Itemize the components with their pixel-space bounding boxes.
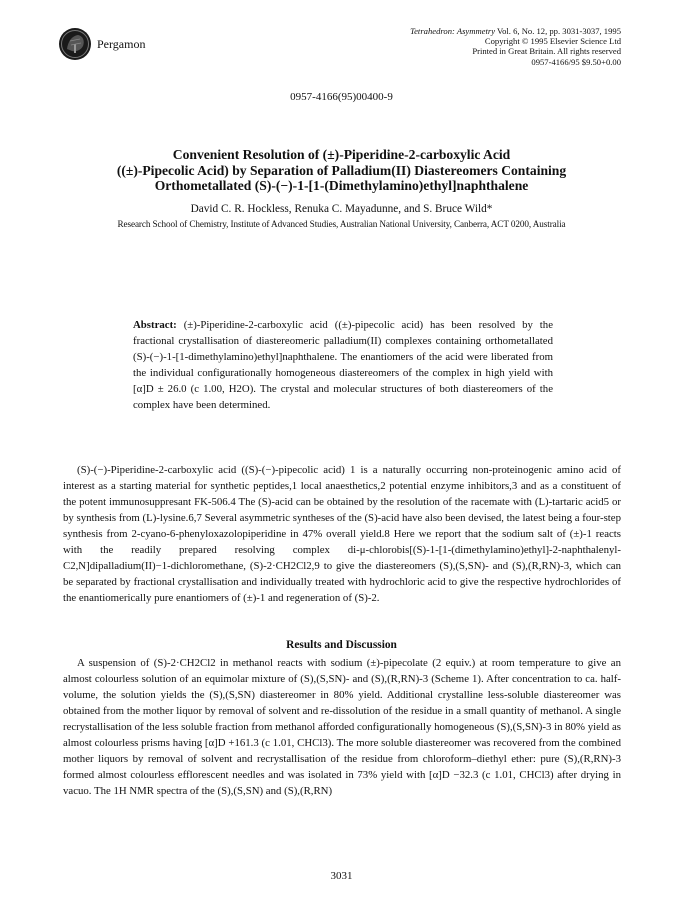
results-paragraph — [63, 655, 621, 799]
publisher-name: Pergamon — [97, 37, 146, 51]
intro-paragraph — [63, 462, 621, 606]
elsevier-tree-logo-icon — [58, 27, 92, 61]
doi: 0957-4166(95)00400-9 — [290, 91, 393, 103]
price-line: 0957-4166/95 $9.50+0.00 — [531, 56, 621, 67]
page-number: 3031 — [330, 870, 353, 882]
abstract-text: (±)-Piperidine-2-carboxylic acid ((±)-pipecolic acid) has been resolved by the fractional crystallisation of diastereomeric palladium(II) complexes containing orthometallated (S)-(−)-1-[1-dimethylamino)ethyl]naphthalene. The enantiomers of the acid were liberated from the individual configurationally homogeneous diastereomers of the complex in high yield with [α]D ± 26.0 (c 1.00, H2O). The crystal and molecular structures of both diastereomers of the complex have been determined. — [133, 319, 553, 411]
abstract-label: Abstract: — [133, 319, 177, 331]
paper-title — [40, 147, 643, 194]
affiliation: Research School of Chemistry, Institute of Advanced Studies, Australian National University, Canberra, ACT 0200, Australia — [117, 219, 566, 229]
journal-name: Tetrahedron: Asymmetry — [410, 26, 496, 36]
intro-text: (S)-(−)-Piperidine-2-carboxylic acid ((S)-(−)-pipecolic acid) 1 is a naturally occurring non-proteinogenic amino acid of interest as a starting material for synthetic peptides,1 local anaesthetics,2 potential enzyme inhibitors,3 and as a constituent of the potent immunosuppresant FK-506.4 The (S)-acid can be obtained by the resolution of the racemate with (L)-tartaric acid5 or by synthesis from (L)-lysine.6,7 Several asymmetric syntheses of the (S)-acid have also been devised, the latest being a four-step synthesis from 2-cyano-6-phenyloxazolopiperidine in 47% overall yield.8 Here we report that the sodium salt of (±)-1 reacts with the readily prepared resolving complex di-μ-chlorobis[(S)-1-[1-(dimethylamino)ethyl]-2-naphthalenyl-C2,N]dipalladium(II)−1-dichloromethane, (S)-2·CH2Cl2,9 to give the diastereomers (S),(S,SN)- and (S),(R,RN)-3, which can be separated by fractional crystallisation and individually treated with hydrochloric acid to give the respective hydrochlorides of the enantiomerically pure enantiomers of (±)-1 and regeneration of (S)-2. — [63, 464, 621, 604]
title-line-3: Orthometallated (S)-(−)-1-[1-(Dimethylamino)ethyl]naphthalene — [154, 178, 529, 194]
journal-issue: Vol. 6, No. 12, pp. 3031-3037, 1995 — [495, 26, 621, 36]
title-line-1: Convenient Resolution of (±)-Piperidine-2-carboxylic Acid — [172, 147, 511, 162]
copyright-line: Copyright © 1995 Elsevier Science Ltd — [484, 36, 621, 47]
journal-info — [410, 26, 621, 67]
abstract — [133, 317, 553, 413]
printed-line: Printed in Great Britain. All rights reserved — [472, 46, 621, 57]
title-line-2: ((±)-Pipecolic Acid) by Separation of Palladium(II) Diastereomers Containing — [116, 162, 567, 178]
author-list: David C. R. Hockless, Renuka C. Mayadunne, and S. Bruce Wild* — [190, 203, 493, 215]
section-heading: Results and Discussion — [286, 639, 397, 651]
results-text: A suspension of (S)-2·CH2Cl2 in methanol reacts with sodium (±)-pipecolate (2 equiv.) at room temperature to give an almost colourless solution of an equimolar mixture of (S),(S,SN)- and (S),(R,RN)-3 (Scheme 1). After concentration to ca. half-volume, the solution yields the (S),(S,SN) diastereomer in 80% yield. Additional crystalline less-soluble diastereomer was obtained from the mother liquor by removal of solvent and re-dissolution of the residue in a small quantity of methanol. A single recrystallisation of the less soluble fraction from methanol afforded configurationally homogeneous (S),(S,SN)-3 in 80% yield as almost colourless prisms having [α]D +161.3 (c 1.01, CHCl3). The more soluble diastereomer was recovered from the combined mother liquors by removal of solvent and recrystallisation of the residue from chloroform–diethyl ether: pure (S),(R,RN)-3 formed almost colourless efflorescent needles and was isolated in 73% yield with [α]D −32.3 (c 1.01, CHCl3) after drying in vacuo. The 1H NMR spectra of the (S),(S,SN) and (S),(R,RN) — [63, 657, 621, 797]
